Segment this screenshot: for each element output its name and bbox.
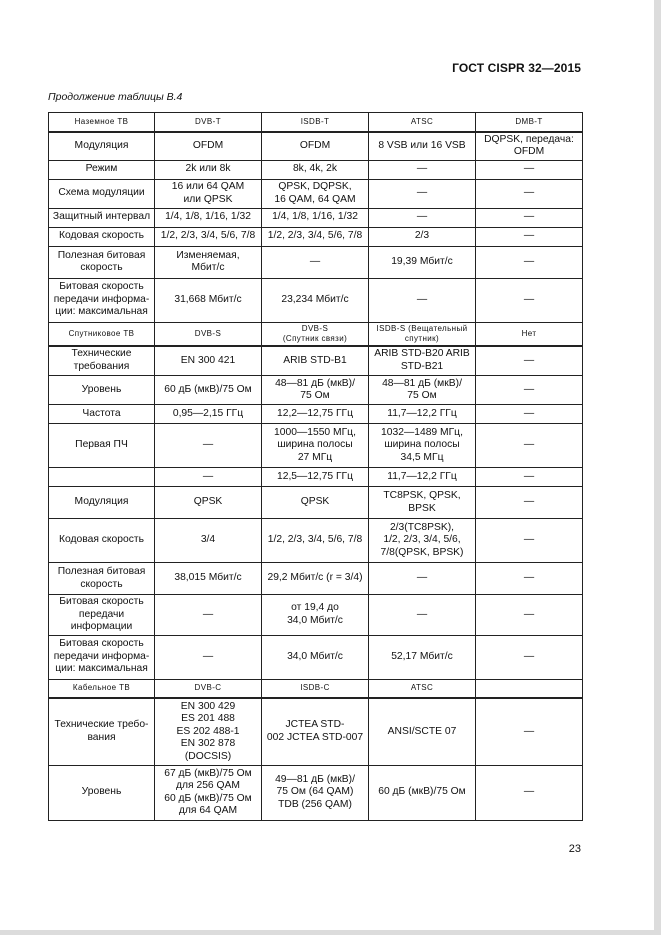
row-label-cell: Модуляция bbox=[49, 487, 155, 519]
row-label-cell: Полезная битовая скорость bbox=[49, 563, 155, 595]
value-cell-col3: 2/3 bbox=[369, 227, 476, 246]
table-row bbox=[49, 405, 583, 424]
value-cell-col1: EN 300 429 ES 201 488 ES 202 488-1 EN 302 878 (DOCSIS) bbox=[155, 698, 262, 765]
value-cell-col3: TC8PSK, QPSK, BPSK bbox=[369, 487, 476, 519]
value-cell-col3: 52,17 Мбит/с bbox=[369, 635, 476, 679]
row-label-cell: Битовая скорость передачи информа- ции: максимальная bbox=[49, 278, 155, 322]
value-cell-col1: 38,015 Мбит/с bbox=[155, 563, 262, 595]
row-label-cell: Кодовая скорость bbox=[49, 519, 155, 563]
value-cell-col4: — bbox=[476, 468, 583, 487]
value-cell-col3: — bbox=[369, 179, 476, 208]
section-header-col2: ISDB-T bbox=[262, 113, 369, 132]
value-cell-col4: — bbox=[476, 227, 583, 246]
table-row bbox=[49, 179, 583, 208]
value-cell-col1: OFDM bbox=[155, 132, 262, 161]
value-cell-col2: ARIB STD-B1 bbox=[262, 346, 369, 376]
value-cell-col3: 1032—1489 МГц, ширина полосы 34,5 МГц bbox=[369, 424, 476, 468]
section-header-col1: DVB-T bbox=[155, 113, 262, 132]
value-cell-col4: — bbox=[476, 635, 583, 679]
value-cell-col3: — bbox=[369, 595, 476, 636]
table-row bbox=[49, 519, 583, 563]
value-cell-col1: 1/2, 2/3, 3/4, 5/6, 7/8 bbox=[155, 227, 262, 246]
value-cell-col3: 48—81 дБ (мкВ)/ 75 Ом bbox=[369, 376, 476, 405]
value-cell-col1: 0,95—2,15 ГГц bbox=[155, 405, 262, 424]
table-row bbox=[49, 765, 583, 820]
value-cell-col3: ANSI/SCTE 07 bbox=[369, 698, 476, 765]
value-cell-col2: 12,5—12,75 ГГц bbox=[262, 468, 369, 487]
value-cell-col4: — bbox=[476, 346, 583, 376]
row-label-cell: Уровень bbox=[49, 376, 155, 405]
spec-table bbox=[48, 112, 583, 821]
value-cell-col4: — bbox=[476, 376, 583, 405]
value-cell-col1: 67 дБ (мкВ)/75 Ом для 256 QAM 60 дБ (мкВ)/75 Ом для 64 QAM bbox=[155, 765, 262, 820]
section-header-col3: ISDB-S (Вещательный спутник) bbox=[369, 322, 476, 346]
value-cell-col3: 60 дБ (мкВ)/75 Ом bbox=[369, 765, 476, 820]
table-row bbox=[49, 635, 583, 679]
value-cell-col4: — bbox=[476, 519, 583, 563]
section-header-col1: DVB-S bbox=[155, 322, 262, 346]
table-row bbox=[49, 160, 583, 179]
value-cell-col4: — bbox=[476, 424, 583, 468]
table-row bbox=[49, 595, 583, 636]
table-row bbox=[49, 487, 583, 519]
row-label-cell: Полезная битовая скорость bbox=[49, 246, 155, 278]
table-caption: Продолжение таблицы В.4 bbox=[48, 91, 183, 103]
value-cell-col1: — bbox=[155, 635, 262, 679]
value-cell-col3: 19,39 Мбит/с bbox=[369, 246, 476, 278]
value-cell-col2: 23,234 Мбит/с bbox=[262, 278, 369, 322]
value-cell-col2: 1000—1550 МГц, ширина полосы 27 МГц bbox=[262, 424, 369, 468]
value-cell-col2: OFDM bbox=[262, 132, 369, 161]
table-row bbox=[49, 468, 583, 487]
value-cell-col3: 11,7—12,2 ГГц bbox=[369, 405, 476, 424]
row-label-cell: Кодовая скорость bbox=[49, 227, 155, 246]
value-cell-col2: — bbox=[262, 246, 369, 278]
value-cell-col2: от 19,4 до 34,0 Мбит/с bbox=[262, 595, 369, 636]
value-cell-col1: 2k или 8k bbox=[155, 160, 262, 179]
table-row bbox=[49, 698, 583, 765]
value-cell-col2: 1/4, 1/8, 1/16, 1/32 bbox=[262, 208, 369, 227]
value-cell-col4: — bbox=[476, 698, 583, 765]
document-standard-header: ГОСТ CISPR 32—2015 bbox=[452, 61, 581, 75]
value-cell-col4: — bbox=[476, 160, 583, 179]
value-cell-col3: — bbox=[369, 208, 476, 227]
value-cell-col2: 48—81 дБ (мкВ)/ 75 Ом bbox=[262, 376, 369, 405]
row-label-cell bbox=[49, 468, 155, 487]
value-cell-col2: 1/2, 2/3, 3/4, 5/6, 7/8 bbox=[262, 227, 369, 246]
value-cell-col4: — bbox=[476, 405, 583, 424]
value-cell-col4: — bbox=[476, 595, 583, 636]
value-cell-col4: — bbox=[476, 278, 583, 322]
table-row bbox=[49, 376, 583, 405]
section-header-col1: DVB-C bbox=[155, 679, 262, 698]
section-header-row bbox=[49, 679, 583, 698]
value-cell-col2: 49—81 дБ (мкВ)/ 75 Ом (64 QAM) TDB (256 QAM) bbox=[262, 765, 369, 820]
value-cell-col2: QPSK bbox=[262, 487, 369, 519]
value-cell-col1: — bbox=[155, 424, 262, 468]
value-cell-col3: 2/3(TC8PSK), 1/2, 2/3, 3/4, 5/6, 7/8(QPSK, BPSK) bbox=[369, 519, 476, 563]
row-label-cell: Технические требо- вания bbox=[49, 698, 155, 765]
value-cell-col2: 29,2 Мбит/с (r = 3/4) bbox=[262, 563, 369, 595]
section-header-row bbox=[49, 113, 583, 132]
value-cell-col3: — bbox=[369, 278, 476, 322]
row-label-cell: Уровень bbox=[49, 765, 155, 820]
value-cell-col2: 12,2—12,75 ГГц bbox=[262, 405, 369, 424]
value-cell-col2: JCTEA STD- 002 JCTEA STD-007 bbox=[262, 698, 369, 765]
page-edge-shadow-right bbox=[654, 0, 661, 935]
value-cell-col1: 31,668 Мбит/с bbox=[155, 278, 262, 322]
row-label-cell: Схема модуляции bbox=[49, 179, 155, 208]
page-edge-shadow-bottom bbox=[0, 930, 661, 935]
value-cell-col1: 16 или 64 QAM или QPSK bbox=[155, 179, 262, 208]
value-cell-col3: 8 VSB или 16 VSB bbox=[369, 132, 476, 161]
section-header-col4 bbox=[476, 679, 583, 698]
value-cell-col4: — bbox=[476, 487, 583, 519]
value-cell-col3: ARIB STD-B20 ARIB STD-B21 bbox=[369, 346, 476, 376]
value-cell-col4: — bbox=[476, 208, 583, 227]
section-header-col4: Нет bbox=[476, 322, 583, 346]
value-cell-col3: — bbox=[369, 563, 476, 595]
row-label-cell: Модуляция bbox=[49, 132, 155, 161]
section-header-col3: ATSC bbox=[369, 113, 476, 132]
row-label-cell: Битовая скорость передачи информа- ции: максимальная bbox=[49, 635, 155, 679]
value-cell-col1: — bbox=[155, 468, 262, 487]
value-cell-col2: QPSK, DQPSK, 16 QAM, 64 QAM bbox=[262, 179, 369, 208]
value-cell-col2: 1/2, 2/3, 3/4, 5/6, 7/8 bbox=[262, 519, 369, 563]
value-cell-col4: — bbox=[476, 179, 583, 208]
table-row bbox=[49, 246, 583, 278]
value-cell-col2: 34,0 Мбит/с bbox=[262, 635, 369, 679]
value-cell-col3: — bbox=[369, 160, 476, 179]
section-header-label: Спутниковое ТВ bbox=[49, 322, 155, 346]
table-row bbox=[49, 208, 583, 227]
section-header-col4: DMB-T bbox=[476, 113, 583, 132]
section-header-label: Кабельное ТВ bbox=[49, 679, 155, 698]
section-header-col2: DVB-S (Спутник связи) bbox=[262, 322, 369, 346]
value-cell-col1: 1/4, 1/8, 1/16, 1/32 bbox=[155, 208, 262, 227]
table-row bbox=[49, 132, 583, 161]
value-cell-col4: DQPSK, передача: OFDM bbox=[476, 132, 583, 161]
spec-table-body bbox=[49, 113, 583, 821]
table-row bbox=[49, 346, 583, 376]
row-label-cell: Битовая скорость передачи информации bbox=[49, 595, 155, 636]
value-cell-col1: QPSK bbox=[155, 487, 262, 519]
value-cell-col4: — bbox=[476, 246, 583, 278]
table-row bbox=[49, 424, 583, 468]
page-number: 23 bbox=[568, 843, 581, 855]
row-label-cell: Частота bbox=[49, 405, 155, 424]
row-label-cell: Первая ПЧ bbox=[49, 424, 155, 468]
value-cell-col1: Изменяемая, Мбит/с bbox=[155, 246, 262, 278]
value-cell-col4: — bbox=[476, 563, 583, 595]
table-row bbox=[49, 227, 583, 246]
value-cell-col1: 60 дБ (мкВ)/75 Ом bbox=[155, 376, 262, 405]
value-cell-col1: — bbox=[155, 595, 262, 636]
value-cell-col2: 8k, 4k, 2k bbox=[262, 160, 369, 179]
table-row bbox=[49, 278, 583, 322]
row-label-cell: Технические требования bbox=[49, 346, 155, 376]
section-header-row bbox=[49, 322, 583, 346]
section-header-col3: ATSC bbox=[369, 679, 476, 698]
value-cell-col4: — bbox=[476, 765, 583, 820]
row-label-cell: Защитный интервал bbox=[49, 208, 155, 227]
value-cell-col1: EN 300 421 bbox=[155, 346, 262, 376]
value-cell-col1: 3/4 bbox=[155, 519, 262, 563]
section-header-col2: ISDB-C bbox=[262, 679, 369, 698]
section-header-label: Наземное ТВ bbox=[49, 113, 155, 132]
value-cell-col3: 11,7—12,2 ГГц bbox=[369, 468, 476, 487]
table-row bbox=[49, 563, 583, 595]
row-label-cell: Режим bbox=[49, 160, 155, 179]
